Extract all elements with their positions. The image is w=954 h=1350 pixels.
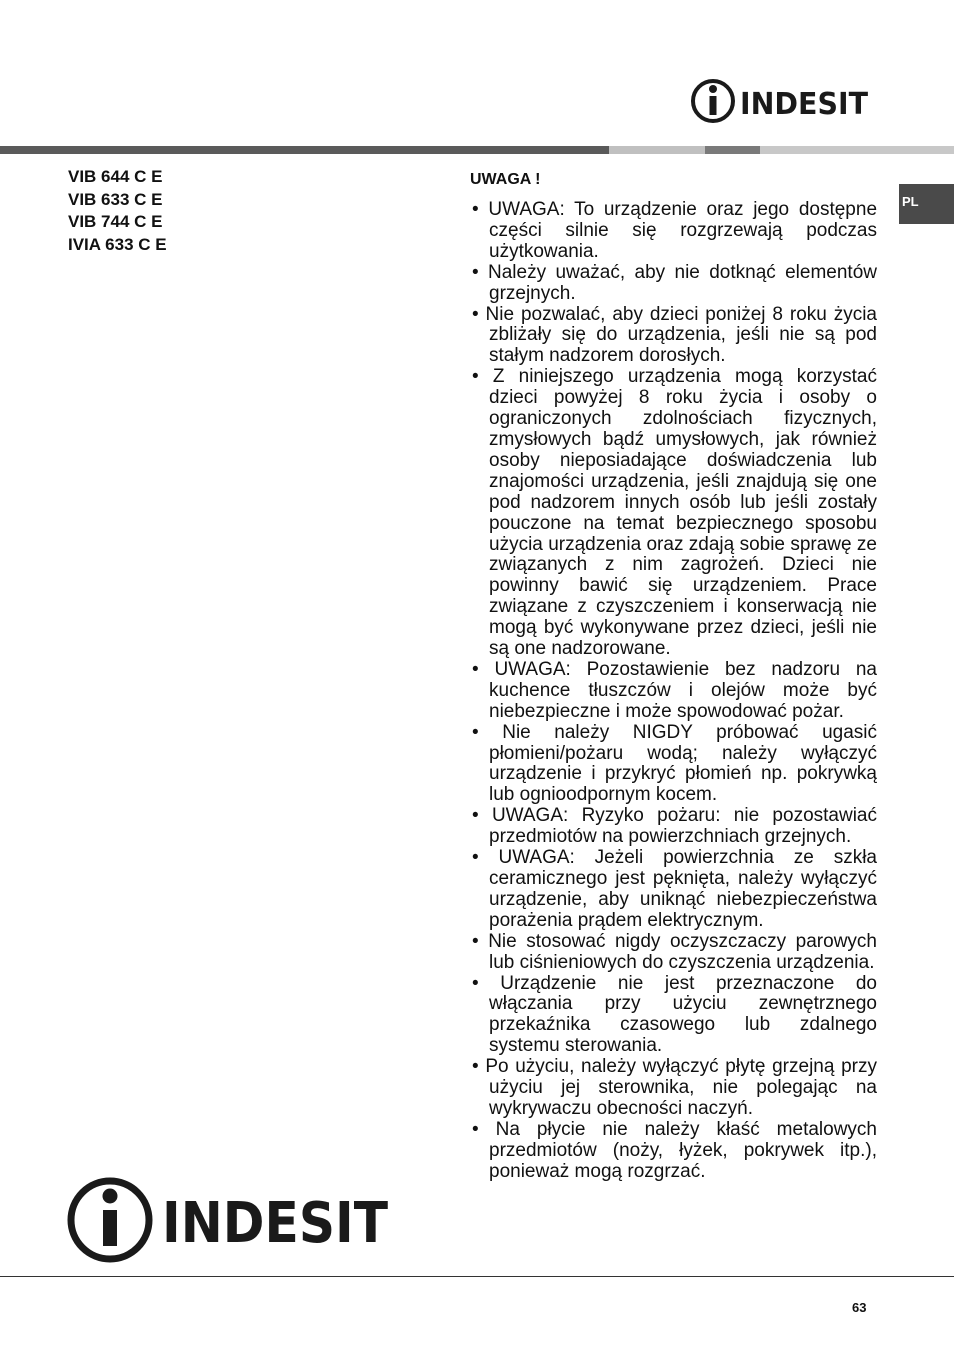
warning-item: • Z niniejszego urządzenia mogą korzystać dzieci powyżej 8 roku życia i osoby o ograniczonych zdolnościach fizycznych, zmysłowych bądź umysłowych, jak również osoby nieposiadające doświadczenia lub znajomości urządzenia, jeśli znajdują się one pod nadzorem innych osób lub jeśli zostały pouczone na temat bezpiecznego sposobu użycia urządzenia oraz zdają sobie sprawę ze związanych z nim zagrożeń. Dzieci nie powinny bawić się urządzeniem. Prace związane z czyszczeniem i konserwacją nie mogą być wykonywane przez dzieci, jeśli nie są one nadzorowane. bbox=[472, 366, 877, 660]
indesit-logo-top bbox=[690, 76, 870, 126]
header-stripe-2 bbox=[609, 146, 705, 154]
warning-item: • Po użyciu, należy wyłączyć płytę grzejną przy użyciu jej sterownika, nie polegając na wykrywaczu obecności naczyń. bbox=[472, 1056, 877, 1119]
warning-item: • Nie pozwalać, aby dzieci poniżej 8 roku życia zbliżały się do urządzenia, jeśli nie są pod stałym nadzorem dorosłych. bbox=[472, 303, 877, 367]
model-list bbox=[68, 166, 167, 256]
language-tab: PL bbox=[899, 184, 954, 224]
warning-item: • Nie stosować nigdy oczyszczaczy parowych lub ciśnieniowych do czyszczenia urządzenia. bbox=[472, 930, 877, 973]
header-stripe-1 bbox=[0, 146, 609, 154]
footer-rule bbox=[0, 1276, 954, 1277]
model-name: IVIA 633 C E bbox=[68, 234, 167, 254]
model-name: VIB 633 C E bbox=[68, 189, 163, 209]
warning-item: • UWAGA: Ryzyko pożaru: nie pozostawiać przedmiotów na powierzchniach grzejnych. bbox=[472, 805, 877, 848]
warning-item: • Urządzenie nie jest przeznaczone do włączania przy użyciu zewnętrznego przekaźnika czasowego lub zdalnego systemu sterowania. bbox=[472, 972, 877, 1057]
warning-item: • Nie należy NIGDY próbować ugasić płomieni/pożaru wodą; należy wyłączyć urządzenie i przykryć płomień np. pokrywką lub ognioodpornym kocem. bbox=[472, 721, 877, 806]
header-stripe-4 bbox=[760, 146, 954, 154]
warning-item: • Należy uważać, aby nie dotknąć elementów grzejnych. bbox=[472, 261, 877, 304]
warning-title: UWAGA ! bbox=[470, 171, 541, 188]
page-number: 63 bbox=[852, 1300, 867, 1315]
warning-item: • UWAGA: Jeżeli powierzchnia ze szkła ceramicznego jest pęknięta, należy wyłączyć urządzenie, aby uniknąć niebezpieczeństwa porażenia prądem elektrycznym. bbox=[472, 847, 877, 931]
model-name: VIB 744 C E bbox=[68, 212, 163, 231]
warning-list bbox=[472, 200, 877, 1183]
warning-item: • UWAGA: To urządzenie oraz jego dostępne części silnie się rozgrzewają podczas użytkowania. bbox=[472, 199, 878, 262]
indesit-logo-bottom bbox=[66, 1174, 392, 1266]
warning-item: • Na płycie nie należy kłaść metalowych przedmiotów (noży, łyżek, pokrywek itp.), ponieważ mogą rozgrzać. bbox=[472, 1118, 878, 1182]
brand-name: INDESIT bbox=[740, 87, 869, 122]
warning-item: • UWAGA: Pozostawienie bez nadzoru na kuchence tłuszczów i olejów może być niebezpieczne i może spowodować pożar. bbox=[472, 658, 877, 722]
model-name: VIB 644 C E bbox=[68, 167, 163, 186]
brand-name: INDESIT bbox=[162, 1191, 388, 1256]
header-stripe-3 bbox=[705, 146, 760, 154]
